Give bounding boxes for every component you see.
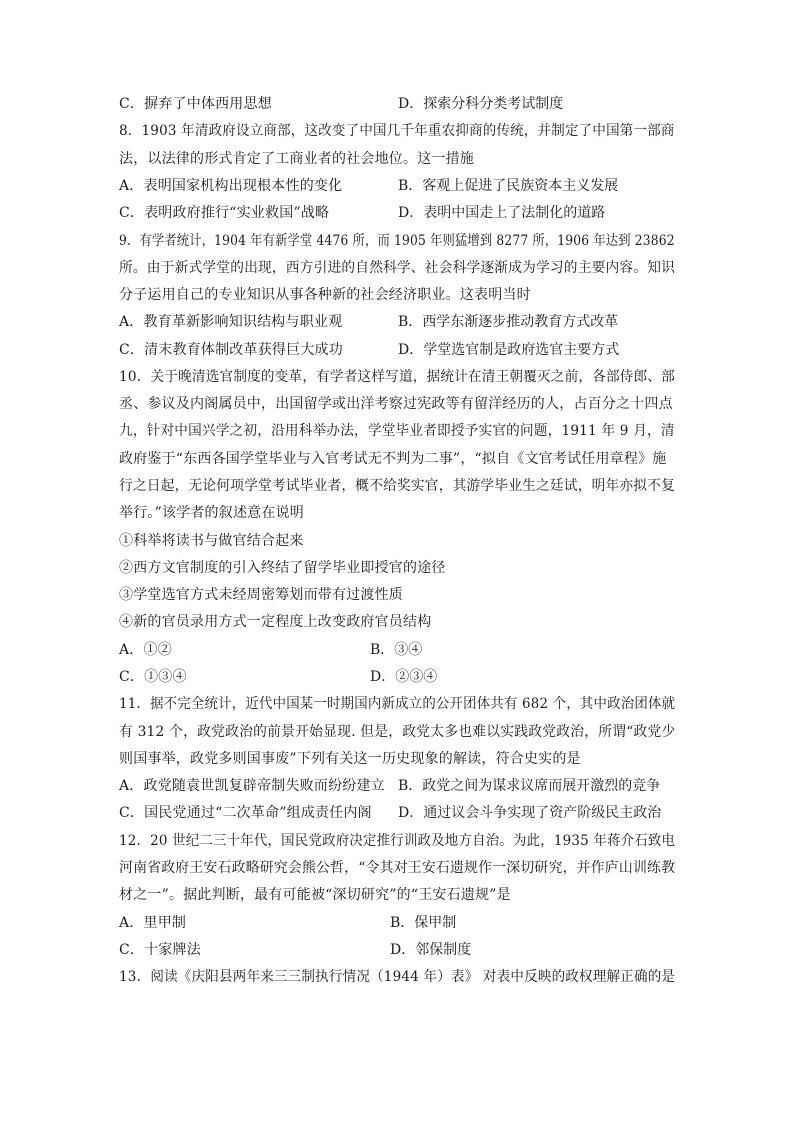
q9-stem-line-3: 分子运用自己的专业知识从事各种新的社会经济职业。这表明当时: [119, 287, 531, 303]
q9-option-c: C．清末教育体制改革获得巨大成功: [119, 342, 343, 358]
q11-stem-line-1: 11．据不完全统计，近代中国某一时期国内新成立的公开团体共有 682 个，其中政治团体就: [119, 696, 676, 712]
q8-stem-line-2: 法，以法律的形式肯定了工商业者的社会地位。这一措施: [119, 151, 474, 167]
q11-option-a: A．政党随袁世凯复辟帝制失败而纷纷建立: [119, 778, 385, 794]
q8-option-a: A．表明国家机构出现根本性的变化: [119, 178, 343, 194]
q10-stem-line-3: 九，针对中国兴学之初，沿用科举办法，学堂毕业者即授予实官的问题，1911 年 9 月，清: [119, 423, 675, 439]
q11-option-d: D．通过议会斗争实现了资产阶级民主政治: [398, 805, 662, 821]
q8-option-d: D．表明中国走上了法制化的道路: [398, 205, 606, 221]
q12-option-d: D．邻保制度: [390, 942, 472, 958]
q10-option-b: B．③④: [370, 642, 423, 658]
q10-item-4: ④新的官员录用方式一定程度上改变政府官员结构: [119, 614, 432, 630]
q10-item-2: ②西方文官制度的引入终结了留学毕业即授官的途径: [119, 560, 446, 576]
q12-option-a: A．里甲制: [119, 915, 187, 931]
q10-stem-line-5: 行之日起，无论何项学堂考试毕业者，概不给奖实官，其游学毕业生之廷试，明年亦拟不复: [119, 478, 676, 494]
q10-item-1: ①科举将读书与做官结合起来: [119, 533, 304, 549]
q12-stem-line-1: 12．20 世纪二三十年代，国民党政府决定推行训政及地方自治。为此，1935 年蒋介石致电: [119, 833, 676, 849]
q10-stem-line-1: 10．关于晚清选官制度的变革，有学者这样写道，据统计在清王朝覆灭之前，各部侍郎、部: [119, 369, 675, 385]
q10-stem-line-4: 政府鉴于“东西各国学堂毕业与入官考试无不判为二事”，“拟自《文官考试任用章程》施: [119, 451, 667, 467]
q12-option-b: B．保甲制: [390, 915, 457, 931]
q12-stem-line-3: 材之一”。据此判断，最有可能被“深切研究”的“王安石遗规”是: [119, 887, 511, 903]
q10-stem-line-2: 丞、参议及内阁属员中，出国留学或出洋考察过宪政等有留洋经历的人，占百分之十四点: [119, 396, 673, 412]
q12-option-c: C．十家牌法: [119, 942, 201, 958]
q8-option-b: B．客观上促进了民族资本主义发展: [398, 178, 619, 194]
q11-option-c: C．国民党通过“二次革命”组成责任内阁: [119, 805, 372, 821]
q9-stem-line-2: 所。由于新式学堂的出现，西方引进的自然科学、社会科学逐渐成为学习的主要内容。知识: [119, 260, 676, 276]
q9-option-b: B．西学东渐逐步推动教育方式改革: [398, 314, 619, 330]
q11-option-b: B．政党之间为谋求议席而展开激烈的竞争: [398, 778, 661, 794]
q8-option-c: C．表明政府推行“实业救国”战略: [119, 205, 330, 221]
q7-option-d: D．探索分科分类考试制度: [398, 96, 564, 112]
q12-stem-line-2: 河南省政府王安石政略研究会熊公哲，“令其对王安石遗规作一深切研究，并作庐山训练教: [119, 860, 676, 876]
q10-option-d: D．②③④: [370, 669, 438, 685]
q10-option-c: C．①③④: [119, 669, 187, 685]
q7-option-c: C．摒弃了中体西用思想: [119, 96, 272, 112]
q11-stem-line-2: 有 312 个，政党政治的前景开始显现. 但是，政党太多也难以实践政党政治，所谓“政党少: [119, 724, 676, 740]
q8-stem-line-1: 8．1903 年清政府设立商部，这改变了中国几千年重农抑商的传统，并制定了中国第一部商: [119, 123, 675, 139]
q11-stem-line-3: 则国事举，政党多则国事废”下列有关这一历史现象的解读，符合史实的是: [119, 751, 581, 767]
q10-stem-line-6: 举行。”该学者的叙述意在说明: [119, 505, 304, 521]
q9-option-a: A．教育革新影响知识结构与职业观: [119, 314, 343, 330]
q10-option-a: A．①②: [119, 642, 172, 658]
q13-stem-line-1: 13．阅读《庆阳县两年来三三制执行情况（1944 年）表》 对表中反映的政权理解正确的是: [119, 969, 676, 985]
q10-item-3: ③学堂选官方式未经周密筹划而带有过渡性质: [119, 587, 403, 603]
q9-stem-line-1: 9．有学者统计，1904 年有新学堂 4476 所，而 1905 年则猛增到 8277 所，1906 年达到 23862: [119, 233, 675, 249]
q9-option-d: D．学堂选官制是政府选官主要方式: [398, 342, 620, 358]
